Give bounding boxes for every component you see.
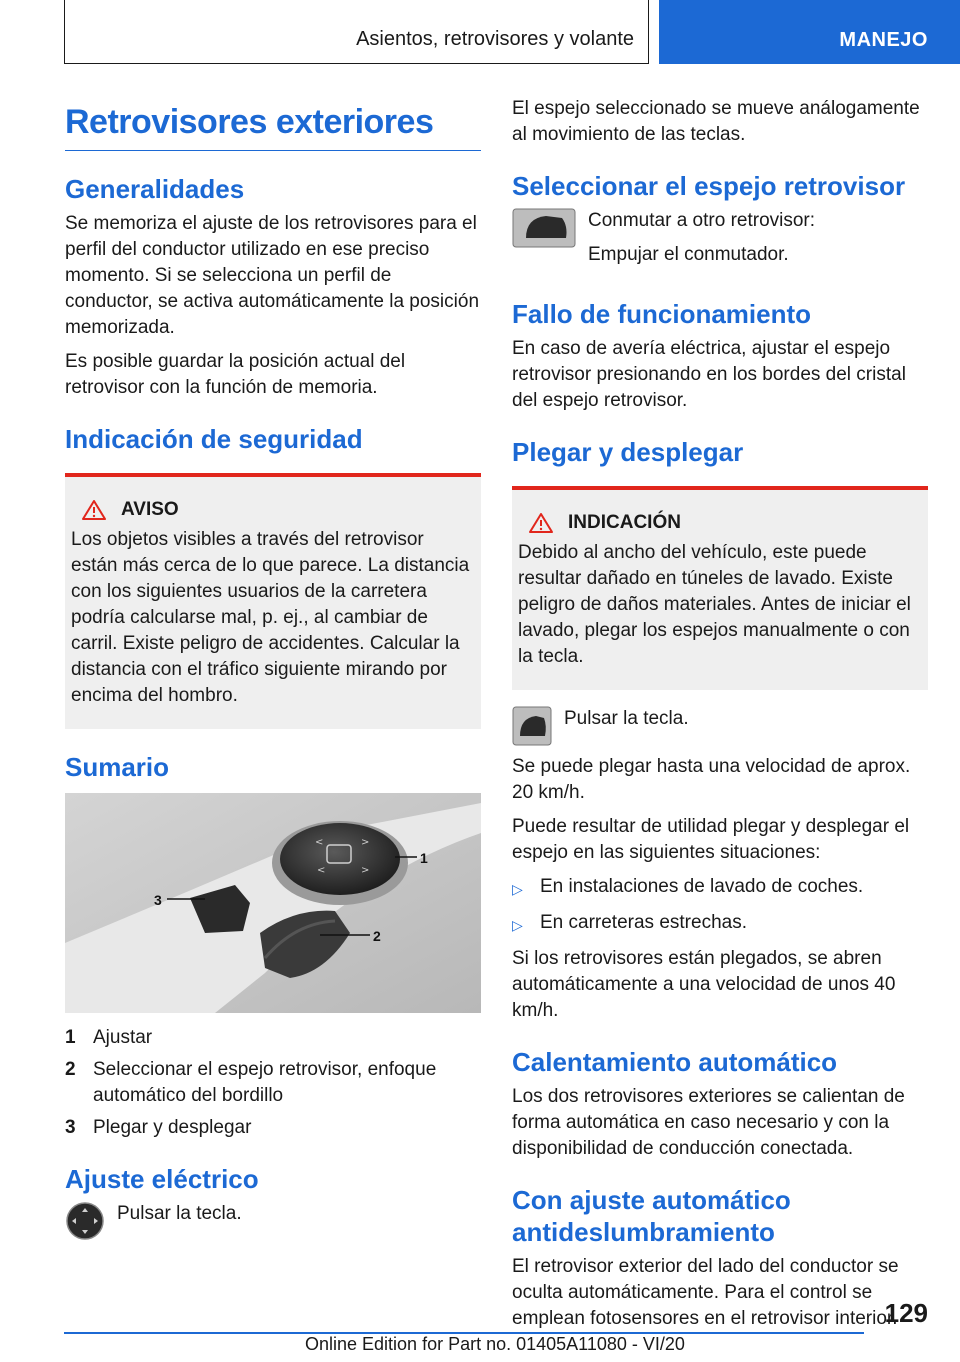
heading-seguridad: Indicación de seguridad [65,424,363,454]
left-column [65,96,481,1249]
warning-title [75,497,475,523]
paragraph: En caso de avería eléctrica, ajustar el espejo retrovisor presionando en los bordes del cristal del espejo retrovisor. [512,338,906,411]
legend-item [65,1057,481,1109]
note-label: INDICACIÓN [568,512,681,533]
heading-generalidades: Generalidades [65,174,245,204]
bullet-item [512,874,928,902]
note-text: Debido al ancho del vehículo, este puede resultar dañado en túneles de lavado. Existe peligro de daños materiales. Antes de iniciar el lavado, plegar los espejos manualmente o con la tecla. [518,542,911,667]
seleccionar-text [588,208,815,276]
paragraph: Es posible guardar la posición actual del retrovisor con la función de memoria. [65,351,406,398]
callout-1: 1 [420,850,428,866]
heading-calentamiento: Calentamiento automático [512,1047,838,1077]
heading-antideslumbramiento: Con ajuste automático antideslumbramiento [512,1185,791,1247]
legend-number: 3 [65,1117,76,1138]
warning-triangle-icon [81,499,107,521]
page-title: Retrovisores exteriores [65,96,481,151]
footer-edition: Online Edition for Part no. 01405A11080 - VI/20 [305,1334,685,1354]
mirror-adjust-knob-icon [65,1201,105,1241]
warning-box [65,473,481,729]
page-number: 129 [884,1298,928,1328]
legend-number: 1 [65,1027,76,1048]
heading-sumario: Sumario [65,752,170,782]
triangle-bullet-icon: ▷ [512,881,523,897]
right-column [512,96,928,1340]
warning-triangle-icon [528,512,554,534]
legend-list [65,1025,481,1141]
paragraph: Se memoriza el ajuste de los retrovisores para el perfil del conductor utilizado en ese preciso momento. Si se selecciona un perfil de conductor, se activa automáticamente la posición memorizada. [65,213,480,338]
header-section-box [64,0,649,64]
paragraph: El espejo seleccionado se mueve análogamente al movimiento de las teclas. [512,98,920,145]
warning-text: Los objetos visibles a través del retrovisor están más cerca de lo que parece. La distancia con los siguientes usuarios de la carretera podría calcularse mal, p. ej., al cambiar de carril. Existe peligro de accidentes. Calcular la distancia con el tráfico siguiente mirando por encima del hombro. [71,529,470,706]
heading-fallo: Fallo de funcionamiento [512,299,812,329]
callout-2: 2 [373,928,381,944]
warning-label: AVISO [121,499,179,520]
svg-text:<: < [317,865,326,876]
triangle-bullet-icon: ▷ [512,917,523,933]
mirror-select-switch-icon [512,208,576,248]
plegar-instruction [512,706,928,746]
bullet-text: En instalaciones de lavado de coches. [540,876,864,897]
heading-ajuste: Ajuste eléctrico [65,1164,259,1194]
seleccionar-line-1: Conmutar a otro retrovisor: [588,210,816,231]
legend-item [65,1115,481,1141]
seleccionar-line-2: Empujar el conmutador. [588,244,789,265]
ajuste-text: Pulsar la tecla. [117,1203,242,1224]
legend-item [65,1025,481,1051]
svg-text:>: > [361,865,370,876]
paragraph: Se puede plegar hasta una velocidad de aprox. 20 km/h. [512,756,911,803]
bullet-text: En carreteras estrechas. [540,912,747,933]
svg-text:<: < [315,837,324,848]
note-title [522,510,922,536]
mirror-controls-photo [65,793,481,1013]
header-section-title: Asientos, retrovisores y volante [356,28,634,50]
heading-seleccionar: Seleccionar el espejo retrovisor [512,171,906,201]
svg-text:>: > [361,837,370,848]
header-chapter-box [659,0,960,64]
legend-text: Plegar y desplegar [93,1117,252,1138]
heading-plegar: Plegar y desplegar [512,437,744,467]
note-box [512,486,928,690]
bullet-item [512,910,928,938]
paragraph: Puede resultar de utilidad plegar y desplegar el espejo en las siguientes situaciones: [512,816,910,863]
header-chapter-title: MANEJO [839,29,928,51]
paragraph: Si los retrovisores están plegados, se abren automáticamente a una velocidad de unos 40 km/h. [512,948,896,1021]
seleccionar-instruction [512,208,928,276]
ajuste-instruction [65,1201,481,1241]
paragraph: El retrovisor exterior del lado del conductor se oculta automáticamente. Para el control se emplean fotosensores en el retrovisor interior. [512,1256,899,1329]
callout-3: 3 [154,892,162,908]
paragraph: Los dos retrovisores exteriores se calientan de forma automática en caso necesario y con la disponibilidad de conducción conectada. [512,1086,905,1159]
plegar-press-text: Pulsar la tecla. [564,708,689,729]
legend-text: Ajustar [93,1027,153,1048]
mirror-fold-button-icon [512,706,552,746]
legend-number: 2 [65,1059,76,1080]
legend-text: Seleccionar el espejo retrovisor, enfoque automático del bordillo [93,1059,437,1106]
